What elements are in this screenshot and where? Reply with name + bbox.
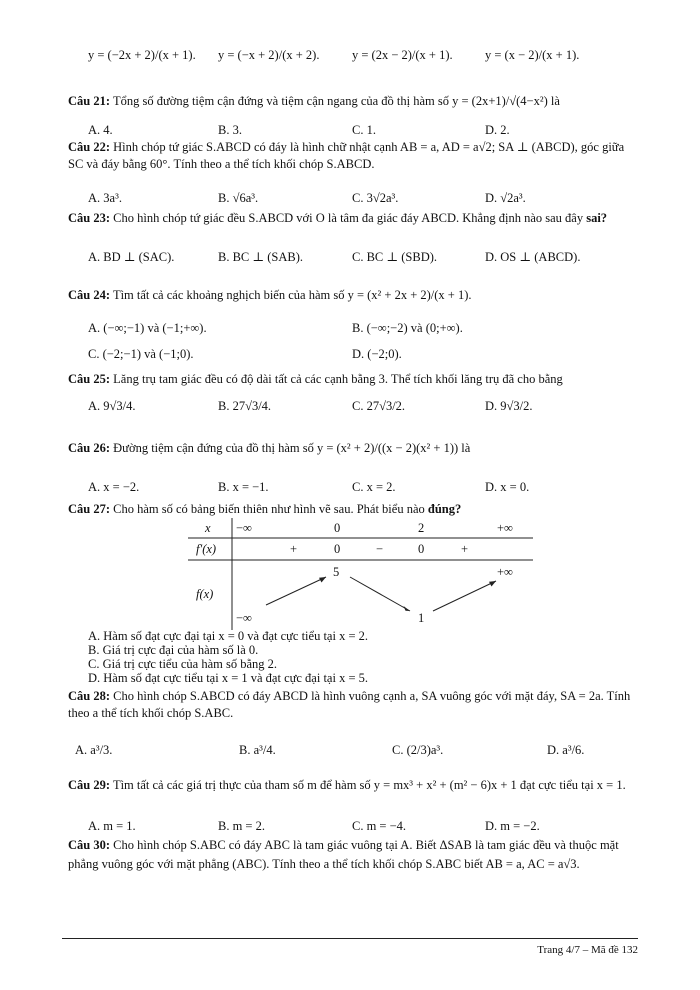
option-28d: D. a³/6. [547,743,585,757]
option-27c: C. Giá trị cực tiểu của hàm số bằng 2. [88,657,278,671]
option-25c: C. 27√3/2. [352,399,406,413]
option-22b: B. √6a³. [218,191,259,205]
option-23b: B. BC ⊥ (SAB). [218,250,304,264]
table-x-value: 0 [334,521,341,535]
question-29-text: Tìm tất cả các giá trị thực của tham số m để hàm số y = mx³ + x² + (m² − 6)x + 1 đạt cực tiểu tại x = 1. [112,778,626,792]
page-footer: Trang 4/7 – Mã đề 132 [537,944,638,956]
option-28a: A. a³/3. [75,743,113,757]
question-26-label: Câu 26: [68,441,111,455]
question-30-label: Câu 30: [68,838,111,852]
option-21a: A. 4. [88,123,113,137]
question-25 [68,371,638,388]
question-28-text: Cho hình chóp S.ABCD có đáy ABCD là hình vuông cạnh a, SA vuông góc với mặt đáy, SA = 2a. Tính theo a thể tích khối chóp S.ABC. [68,689,631,720]
question-26 [68,440,638,457]
question-27 [68,501,638,518]
option-22d: D. √2a³. [485,191,526,205]
option-22a: A. 3a³. [88,191,122,205]
option-28b: B. a³/4. [239,743,276,757]
option-20a: y = (−2x + 2)/(x + 1). [88,48,196,62]
option-29a: A. m = 1. [88,819,136,833]
option-23a: A. BD ⊥ (SAC). [88,250,175,264]
table-sign: + [290,542,298,556]
question-23 [68,210,638,227]
question-21 [68,93,638,110]
option-24d: D. (−2;0). [352,347,402,361]
table-x-label: x [205,521,211,535]
option-21c: C. 1. [352,123,376,137]
question-23-emphasis: sai? [586,211,608,225]
question-30 [68,836,638,874]
question-28 [68,688,638,722]
option-28c: C. (2/3)a³. [392,743,444,757]
option-21d: D. 2. [485,123,510,137]
option-29d: D. m = −2. [485,819,540,833]
question-27-emphasis: đúng? [427,502,462,516]
option-26a: A. x = −2. [88,480,140,494]
option-27d: D. Hàm số đạt cực tiểu tại x = 1 và đạt cực đại tại x = 5. [88,671,368,685]
table-f-value: −∞ [236,611,252,625]
question-24-label: Câu 24: [68,288,111,302]
table-sign: − [376,542,384,556]
question-25-text: Lăng trụ tam giác đều có độ dài tất cả các cạnh bằng 3. Thể tích khối lăng trụ đã cho bằng [113,372,563,386]
table-x-value: +∞ [497,521,513,535]
question-22-label: Câu 22: [68,140,111,154]
table-sign: + [461,542,469,556]
question-23-text: Cho hình chóp tứ giác đều S.ABCD với O là tâm đa giác đáy ABCD. Khẳng định nào sau đây [113,211,584,225]
question-30-text: Cho hình chóp S.ABC có đáy ABC là tam giác vuông tại A. Biết ΔSAB là tam giác đều và thuộc mặt phẳng vuông góc với mặt phẳng (ABC). Tính theo a thể tích khối chóp S.ABC biết AB = a, AC = a√3. [68,838,619,871]
question-21-label: Câu 21: [68,94,111,108]
question-29 [68,777,638,794]
table-f-value: 5 [333,565,340,579]
option-25b: B. 27√3/4. [218,399,272,413]
option-24c: C. (−2;−1) và (−1;0). [88,347,194,361]
question-27-text: Cho hàm số có bảng biến thiên như hình vẽ sau. Phát biểu nào [113,502,425,516]
f-fall-arrow [350,577,410,611]
question-25-label: Câu 25: [68,372,111,386]
option-26b: B. x = −1. [218,480,269,494]
table-x-value: −∞ [236,521,252,535]
option-23c: C. BC ⊥ (SBD). [352,250,438,264]
table-sign: 0 [418,542,425,556]
question-27-label: Câu 27: [68,502,111,516]
question-22 [68,139,638,173]
option-22c: C. 3√2a³. [352,191,399,205]
option-27b: B. Giá trị cực đại của hàm số là 0. [88,643,259,657]
question-23-label: Câu 23: [68,211,111,225]
option-25d: D. 9√3/2. [485,399,533,413]
option-26c: C. x = 2. [352,480,396,494]
option-29c: C. m = −4. [352,819,407,833]
option-29b: B. m = 2. [218,819,265,833]
option-27a: A. Hàm số đạt cực đại tại x = 0 và đạt cực tiểu tại x = 2. [88,629,368,643]
question-28-label: Câu 28: [68,689,111,703]
option-20b: y = (−x + 2)/(x + 2). [218,48,320,62]
option-23d: D. OS ⊥ (ABCD). [485,250,581,264]
question-21-text: Tổng số đường tiệm cận đứng và tiệm cận ngang của đồ thị hàm số y = (2x+1)/√(4−x²) là [112,94,560,108]
option-20c: y = (2x − 2)/(x + 1). [352,48,453,62]
option-24a: A. (−∞;−1) và (−1;+∞). [88,321,207,335]
f-rise-arrow-1 [266,577,326,605]
table-f-value: +∞ [497,565,513,579]
footer-divider [62,938,638,939]
question-26-text: Đường tiệm cận đứng của đồ thị hàm số y = (x² + 2)/((x − 2)(x² + 1)) là [113,441,471,455]
table-sign: 0 [334,542,341,556]
question-24 [68,287,638,304]
question-29-label: Câu 29: [68,778,111,792]
question-24-text: Tìm tất cả các khoảng nghịch biến của hàm số y = (x² + 2x + 2)/(x + 1). [112,288,472,302]
table-f-label: f(x) [196,587,214,601]
option-24b: B. (−∞;−2) và (0;+∞). [352,321,463,335]
table-x-value: 2 [418,521,425,535]
f-rise-arrow-2 [433,581,496,611]
table-fprime-label: f′(x) [196,542,217,556]
option-20d: y = (x − 2)/(x + 1). [485,48,580,62]
question-22-text: Hình chóp tứ giác S.ABCD có đáy là hình chữ nhật cạnh AB = a, AD = a√2; SA ⊥ (ABCD), góc giữa SC và đáy bằng 60°. Tính theo a thể tích khối chóp S.ABCD. [68,140,625,171]
option-25a: A. 9√3/4. [88,399,136,413]
option-21b: B. 3. [218,123,242,137]
table-f-value: 1 [418,611,425,625]
option-26d: D. x = 0. [485,480,530,494]
